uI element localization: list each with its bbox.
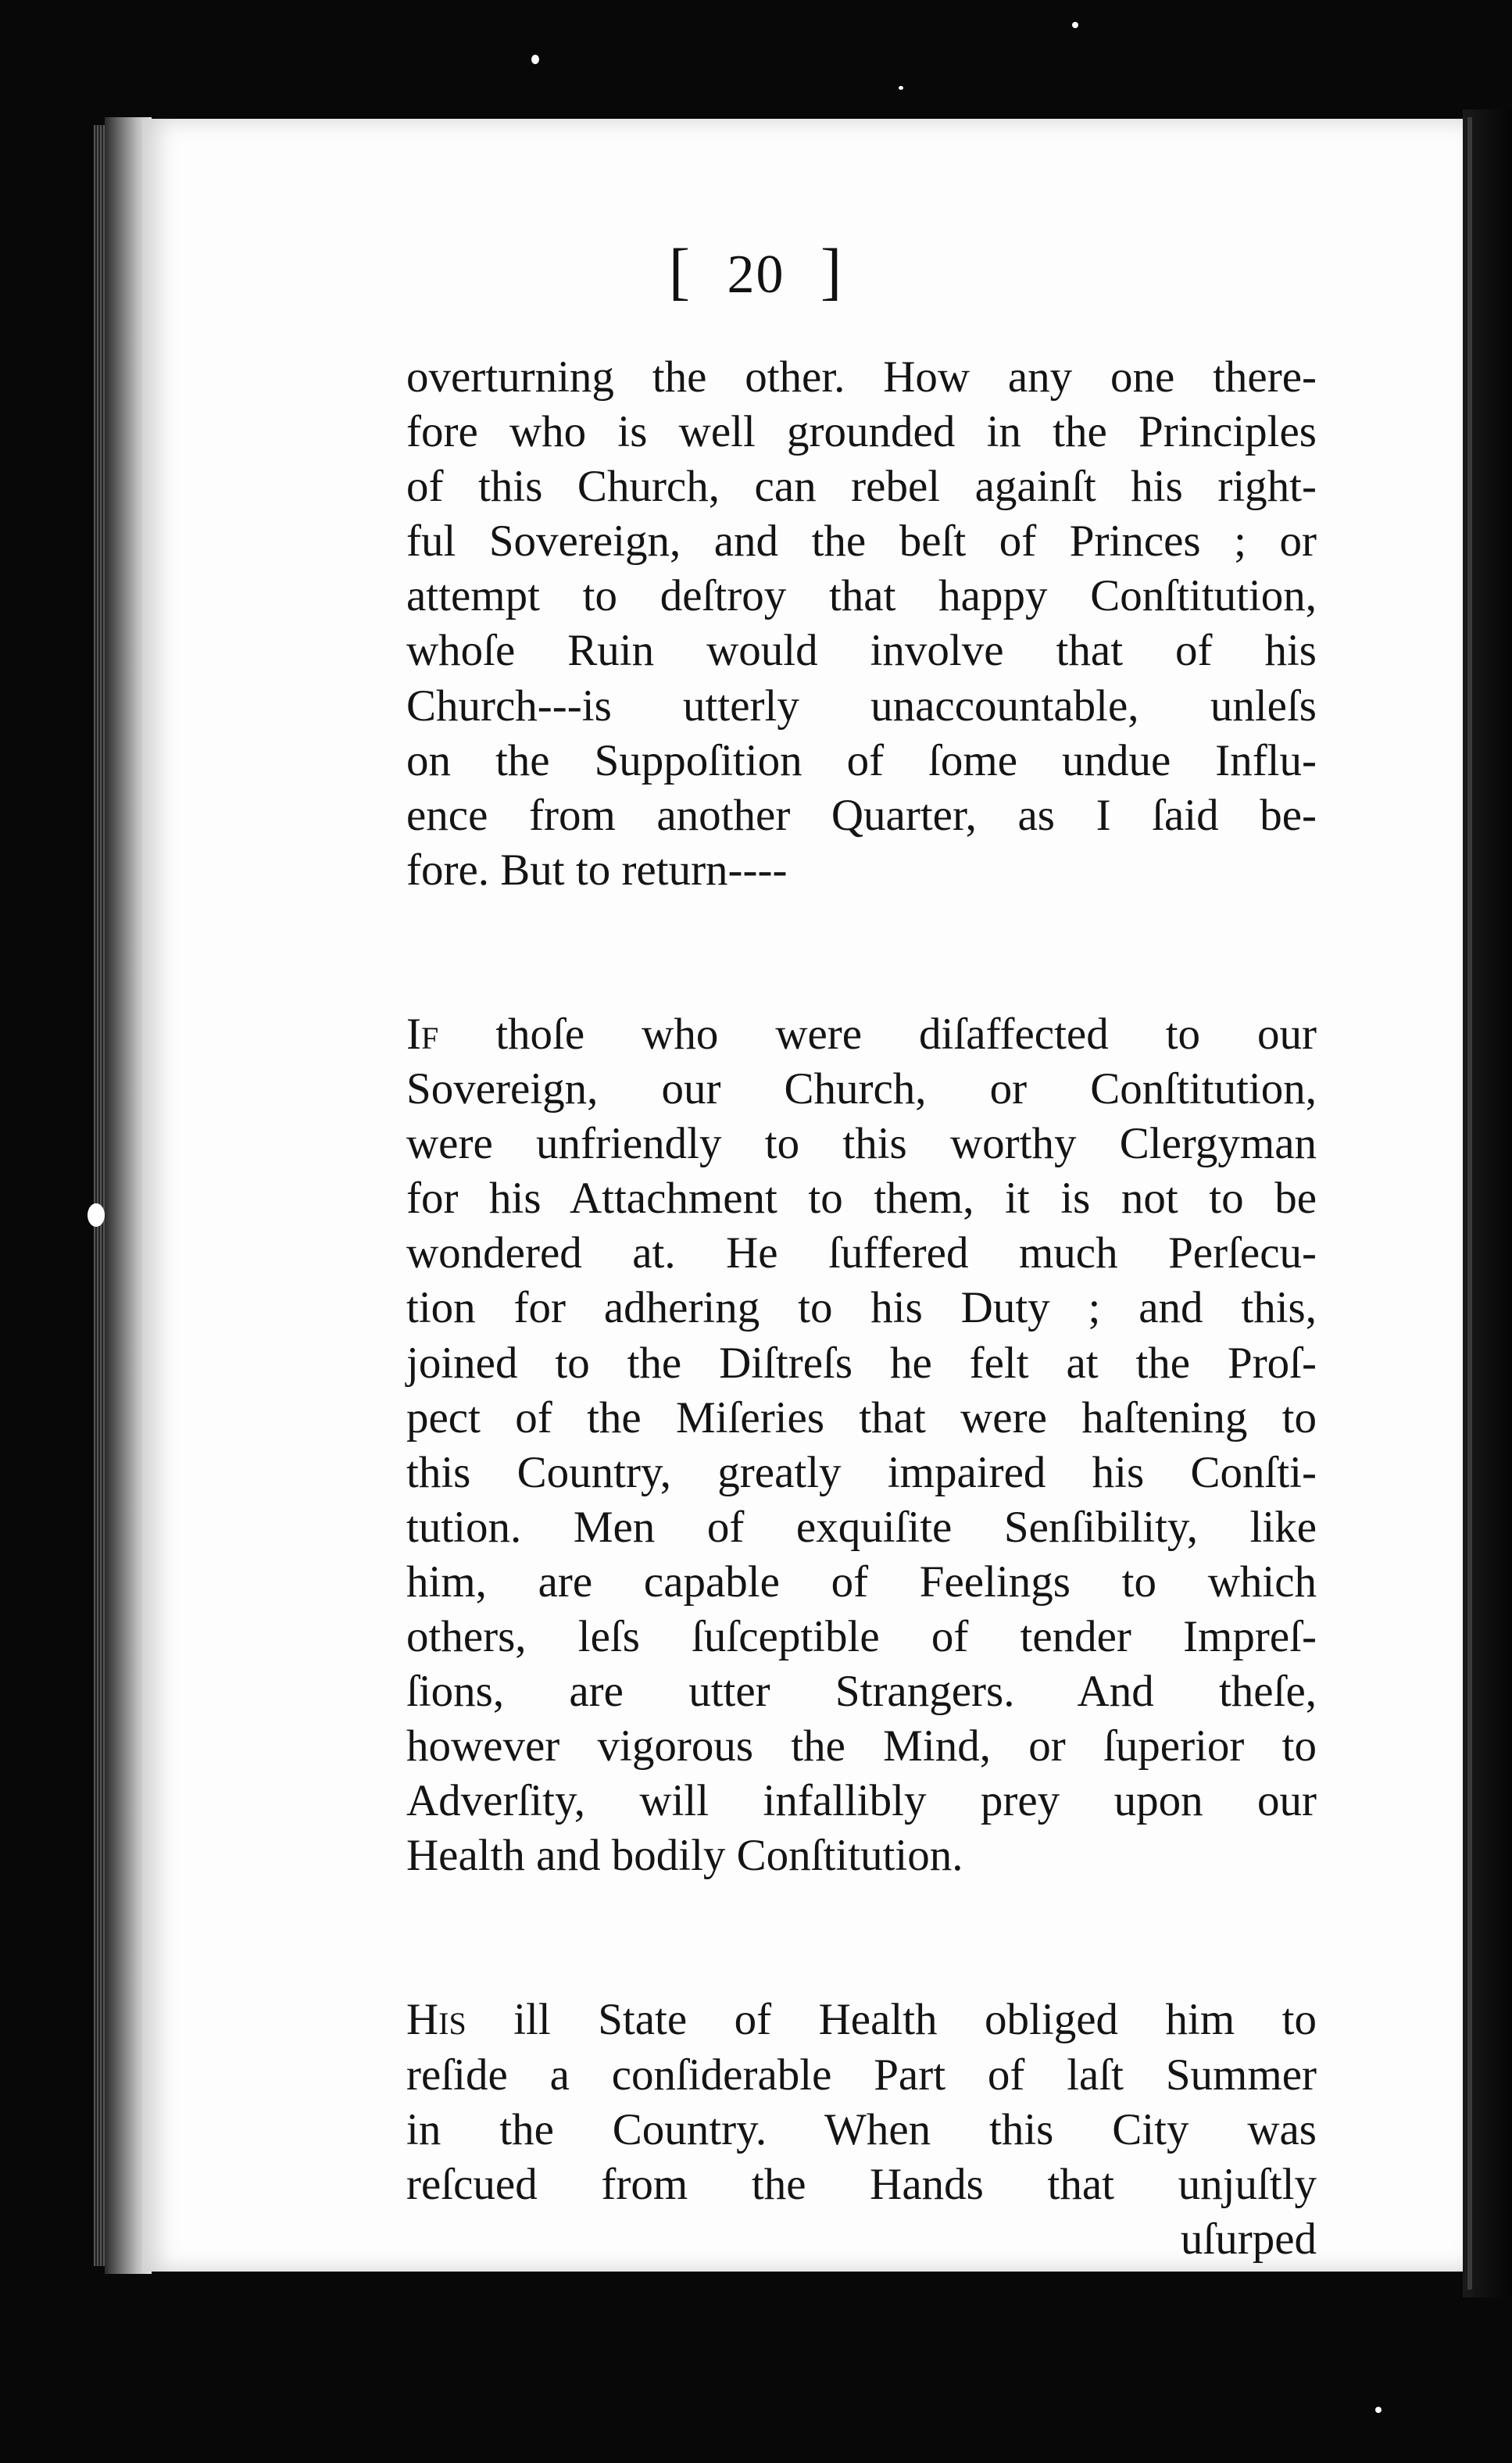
body-text <box>406 350 1317 2267</box>
paragraph-lead-word: If <box>406 1009 439 1059</box>
text-line: pect of the Miſeries that were haſtening to <box>406 1392 1317 1442</box>
paragraph-first-line-text: thoſe who were diſaffected to our <box>438 1009 1317 1059</box>
text-line: reſide a conſiderable Part of laſt Summer <box>406 2050 1317 2100</box>
scan-speck <box>88 1203 105 1227</box>
text-line: others, leſs ſuſceptible of tender Impreſ- <box>406 1611 1317 1661</box>
text-line: ful Sovereign, and the beſt of Princes ; or <box>406 517 1317 567</box>
scan-speck <box>1072 22 1078 28</box>
paragraph-first-line <box>406 1007 1317 1062</box>
text-line: tution. Men of exquiſite Senſibility, like <box>406 1502 1317 1552</box>
scan-speck <box>1375 2407 1382 2413</box>
text-line: were unfriendly to this worthy Clergyman <box>406 1119 1317 1169</box>
paragraph-gap <box>406 1883 1317 1993</box>
text-line: fore. But to return---- <box>406 845 788 895</box>
text-line: reſcued from the Hands that unjuſtly <box>406 2159 1317 2209</box>
text-line: Adverſity, will infallibly prey upon our <box>406 1776 1317 1826</box>
header-open-bracket: [ <box>668 235 692 306</box>
scan-speck <box>899 86 903 90</box>
paragraph-gap <box>406 898 1317 1007</box>
text-line: however vigorous the Mind, or ſuperior to <box>406 1721 1317 1771</box>
text-line: whoſe Ruin would involve that of his <box>406 626 1317 676</box>
paragraph-first-line <box>406 1993 1317 2047</box>
page-number: 20 <box>727 245 785 305</box>
text-line: this Country, greatly impaired his Conſti- <box>406 1447 1317 1497</box>
text-line: attempt to deſtroy that happy Conſtitution, <box>406 571 1317 621</box>
text-line: him, are capable of Feelings to which <box>406 1557 1317 1607</box>
page-header <box>0 234 1512 308</box>
text-line: ſions, are utter Strangers. And theſe, <box>406 1667 1317 1717</box>
text-line: of this Church, can rebel againſt his right- <box>406 462 1317 512</box>
paragraph-lead-word: His <box>406 1995 466 2045</box>
text-line: wondered at. He ſuffered much Perſecu- <box>406 1228 1317 1278</box>
catchword: uſurped <box>1180 2214 1317 2264</box>
text-line: in the Country. When this City was <box>406 2104 1317 2154</box>
text-line: Sovereign, our Church, or Conſtitution, <box>406 1064 1317 1114</box>
scan-speck <box>531 55 539 64</box>
text-line: tion for adhering to his Duty ; and this, <box>406 1283 1317 1333</box>
text-line: Health and bodily Conſtitution. <box>406 1831 963 1881</box>
header-close-bracket: ] <box>820 235 844 306</box>
text-line: Church---is utterly unaccountable, unleſs <box>406 681 1317 731</box>
paragraph-first-line-text: ill State of Health obliged him to <box>466 1995 1317 2045</box>
text-line: overturning the other. How any one there- <box>406 352 1317 402</box>
page-stack-edge <box>94 125 105 2266</box>
text-line: on the Suppoſition of ſome undue Influ- <box>406 735 1317 785</box>
text-line: joined to the Diſtreſs he felt at the Proſ- <box>406 1338 1317 1388</box>
text-line: for his Attachment to them, it is not to be <box>406 1174 1317 1224</box>
text-line: ence from another Quarter, as I ſaid be- <box>406 790 1317 840</box>
text-line: fore who is well grounded in the Principles <box>406 407 1317 457</box>
page-right-edge <box>1467 117 1472 2290</box>
